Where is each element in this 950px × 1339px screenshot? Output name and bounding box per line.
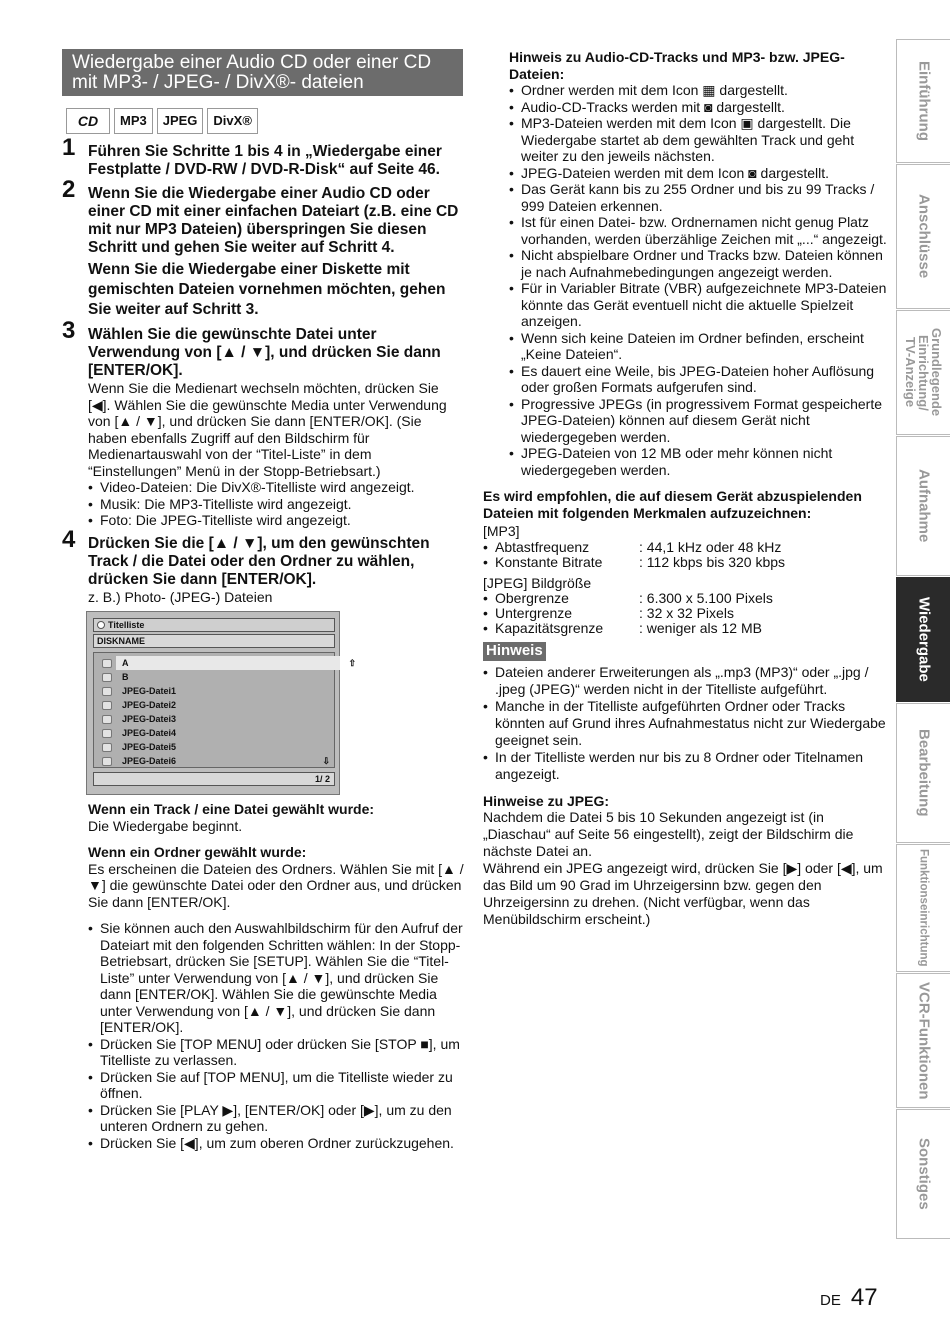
row-label: JPEG-Datei4	[122, 728, 177, 738]
step-4	[62, 525, 464, 606]
folder-icon	[102, 673, 112, 682]
step-heading: Wählen Sie die gewünschte Datei unter Verwendung von [▲ / ▼], und drücken Sie dann [ENTER/OK].	[88, 326, 441, 379]
list-item: • Drücken Sie [TOP MENU] oder drücken Sie [STOP ■], um Titelliste zu verlassen.	[88, 1036, 464, 1069]
divx-badge: DivX®	[207, 108, 257, 134]
track-selected-body: Die Wiedergabe beginnt.	[88, 817, 243, 834]
list-item: • Nicht abspielbare Ordner und Tracks bzw. Dateien können je nach Aufnahmebedingungen angezeigt werden.	[509, 247, 887, 280]
step-heading: Führen Sie Schritte 1 bis 4 in „Wiedergabe einer Festplatte / DVD-RW / DVD-R-Disk“ auf Seite 46.	[88, 143, 442, 178]
list-item[interactable]	[116, 656, 356, 670]
list-item[interactable]	[94, 740, 334, 754]
tab-grundlegende-einrichtung[interactable]	[896, 310, 950, 435]
tab-label: Sonstiges	[915, 1138, 933, 1210]
cd-logo-badge: CD	[66, 108, 110, 134]
folder-selected-heading: Wenn ein Ordner gewählt wurde:	[88, 844, 307, 860]
list-item: • In der Titelliste werden nur bis zu 8 Ordner oder Titelnamen angezeigt.	[483, 749, 887, 783]
list-item: • MP3-Dateien werden mit dem Icon ▣ dargestellt. Die Wiedergabe startet ab dem gewählten Track und geht weiter zu den jeweils nächsten.	[509, 115, 887, 165]
page-footer	[820, 1284, 878, 1311]
step-3	[62, 317, 464, 529]
step-body: Wenn Sie die Medienart wechseln möchten, drücken Sie [◀]. Wählen Sie die gewünschte Media unter Verwendung von [▲ / ▼], und drücken Sie dann [ENTER/OK]. (Sie haben ebenfalls Zugriff auf den Bildschirm für Medienartauswahl von der “Titel-Liste” in dem “Einstellungen” Menü in der Stopp-Betriebsart.)	[88, 380, 447, 479]
right-column	[483, 49, 887, 928]
jpeg-badge: JPEG	[157, 108, 204, 134]
jpeg-file-icon	[102, 743, 112, 752]
screen-file-list	[93, 652, 356, 768]
spec-row	[483, 540, 887, 555]
list-item[interactable]	[94, 726, 334, 740]
row-label: A	[122, 658, 129, 668]
jpeg-file-icon	[102, 701, 112, 710]
list-item: • Es dauert eine Weile, bis JPEG-Dateien hoher Auflösung oder großen Formats aufgerufen sind.	[509, 363, 887, 396]
media-type-list	[88, 479, 464, 529]
screen-page-indicator: 1/ 2	[93, 772, 335, 786]
spec-key: • Abtastfrequenz	[483, 540, 639, 555]
audio-cd-hint-list	[509, 82, 887, 478]
jpeg-size-label: [JPEG] Bildgröße	[483, 574, 592, 591]
spec-row	[483, 621, 887, 636]
step-heading: Drücken Sie die [▲ / ▼], um den gewünschten Track / die Datei oder den Ordner zu wählen, drücken Sie dann [ENTER/OK].	[88, 534, 430, 588]
list-item: • Manche in der Titelliste aufgeführten Ordner oder Tracks könnten auf Grund ihres Aufnahmestatus nicht zur Wiedergabe geeignet sein.	[483, 698, 887, 749]
list-item[interactable]	[94, 712, 334, 726]
list-item: • Für in Variabler Bitrate (VBR) aufgezeichnete MP3-Dateien könnte das Gerät eventuell nicht die aktuelle Spielzeit anzeigen.	[509, 280, 887, 330]
jpeg-file-icon	[102, 687, 112, 696]
spec-row	[483, 591, 887, 606]
tab-bearbeitung[interactable]	[896, 703, 950, 843]
mp3-label: [MP3]	[483, 523, 520, 539]
spec-value: : 6.300 x 5.100 Pixels	[639, 590, 773, 606]
audio-cd-hint-heading: Hinweis zu Audio-CD-Tracks und MP3- bzw. JPEG-Dateien:	[509, 49, 845, 82]
jpeg-file-icon	[102, 757, 112, 766]
mp3-badge: MP3	[114, 108, 153, 134]
screen-title: Titelliste	[108, 620, 145, 630]
spec-key: • Untergrenze	[483, 606, 639, 621]
row-label: JPEG-Datei1	[122, 686, 177, 696]
list-item: • Das Gerät kann bis zu 255 Ordner und bis zu 99 Tracks / 999 Dateien erkennen.	[509, 181, 887, 214]
spec-value: : weniger als 12 MB	[639, 620, 762, 636]
list-item: • Ist für einen Datei- bzw. Ordnernamen nicht genug Platz vorhanden, werden überzählige Zeichen mit „...“ angezeigt.	[509, 214, 887, 247]
selection-notes	[62, 801, 464, 1151]
tab-funktionseinrichtung[interactable]	[896, 844, 950, 972]
list-item: • Musik: Die MP3-Titelliste wird angezeigt.	[88, 496, 464, 513]
list-item: • Audio-CD-Tracks werden mit ◙ dargestellt.	[509, 99, 887, 116]
left-column	[62, 134, 464, 1151]
tab-label: Wiedergabe	[915, 597, 933, 682]
list-item: • Sie können auch den Auswahlbildschirm für den Aufruf der Dateiart mit den folgenden Schritten wählen: In der Stopp-Betriebsart, drücken Sie [SETUP]. Wählen Sie die “Titel-Liste” unter Verwendung von [▲ / ▼], und drücken Sie dann [ENTER/OK]. Wählen Sie die gewünschte Media unter Verwendung von [▲ / ▼], und drücken Sie dann [ENTER/OK].	[88, 920, 464, 1036]
list-item[interactable]	[94, 698, 334, 712]
folder-selected-body: Es erscheinen die Dateien des Ordners. Wählen Sie mit [▲ / ▼] die gewünschte Datei oder den Ordner aus, und drücken Sie dann [ENTER/OK].	[88, 860, 464, 910]
hinweis-list	[483, 664, 887, 783]
spec-value: : 44,1 kHz oder 48 kHz	[639, 538, 782, 555]
spec-row	[483, 606, 887, 621]
tab-label: Grundlegende Einrichtung/ TV-Anzeige	[903, 328, 944, 417]
scroll-up-icon[interactable]: ⇧	[348, 658, 356, 668]
step-number: 4	[62, 525, 76, 553]
list-item: • Drücken Sie auf [TOP MENU], um die Titelliste wieder zu öffnen.	[88, 1069, 464, 1102]
jpeg-hints-heading: Hinweise zu JPEG:	[483, 792, 610, 809]
screen-title-bar	[93, 618, 335, 632]
list-item: • Dateien anderer Erweiterungen als „.mp3 (MP3)“ oder „.jpg / .jpeg (JPEG)“ werden nicht in der Titelliste aufgeführt.	[483, 664, 887, 698]
list-item: • Wenn sich keine Dateien im Ordner befinden, erscheint „Keine Dateien“.	[509, 330, 887, 363]
spec-key: • Kapazitätsgrenze	[483, 621, 639, 636]
title-list-screen	[86, 611, 356, 795]
tab-label: Einführung	[915, 61, 933, 141]
list-item: • Ordner werden mit dem Icon ▦ dargestellt.	[509, 82, 887, 99]
step-number: 3	[62, 317, 76, 344]
list-item: • Drücken Sie [◀], um zum oberen Ordner zurückzugehen.	[88, 1135, 464, 1152]
list-item: • Drücken Sie [PLAY ▶], [ENTER/OK] oder [▶], um zu den unteren Ordnern zu gehen.	[88, 1102, 464, 1135]
jpeg-hints-paragraph: Nachdem die Datei 5 bis 10 Sekunden angezeigt ist (in „Diaschau“ auf Seite 56 eingestellt), zeigt der Bildschirm die nächste Datei an.	[483, 809, 854, 859]
track-selected-heading: Wenn ein Track / eine Datei gewählt wurde:	[88, 801, 375, 817]
tab-einfuehrung[interactable]	[896, 39, 950, 163]
tab-label: VCR-Funktionen	[915, 981, 933, 1100]
hinweis-badge: Hinweis	[483, 642, 546, 661]
step-number: 1	[62, 134, 76, 161]
step-number: 2	[62, 176, 76, 203]
spec-key: • Obergrenze	[483, 591, 639, 606]
tab-sonstiges[interactable]	[896, 1109, 950, 1239]
jpeg-file-icon	[102, 715, 112, 724]
section-title: Wiedergabe einer Audio CD oder einer CD mit MP3- / JPEG- / DivX®- dateien	[62, 49, 463, 96]
jpeg-file-icon	[102, 729, 112, 738]
list-item[interactable]	[94, 754, 334, 768]
tab-label: Bearbeitung	[915, 729, 933, 817]
list-item[interactable]	[94, 684, 334, 698]
disc-icon	[97, 621, 105, 629]
step-body: z. B.) Photo- (JPEG-) Dateien	[88, 588, 273, 605]
list-item: • Foto: Die JPEG-Titelliste wird angezeigt.	[88, 512, 464, 529]
list-item: • JPEG-Dateien von 12 MB oder mehr können nicht wiedergegeben werden.	[509, 445, 887, 478]
row-label: JPEG-Datei3	[122, 714, 177, 724]
screen-diskname: DISKNAME	[93, 634, 335, 648]
folder-icon	[102, 659, 112, 668]
jpeg-hints-paragraph: Während ein JPEG angezeigt wird, drücken Sie [▶] oder [◀], um das Bild um 90 Grad im Uhrzeigersinn bzw. gegen den Uhrzeigersinn zu drehen. (Nicht verfügbar, wenn das Menübildschirm erscheint.)	[483, 860, 883, 927]
row-label: JPEG-Datei5	[122, 742, 177, 752]
row-label: JPEG-Datei6	[122, 756, 177, 766]
tab-vcr-funktionen[interactable]	[896, 973, 950, 1108]
navigation-tips-list	[88, 920, 464, 1151]
format-badges	[66, 108, 258, 134]
tab-label: Funktionseinrichtung	[917, 849, 930, 967]
spec-key: • Konstante Bitrate	[483, 555, 639, 570]
tab-anschluesse[interactable]	[896, 164, 950, 309]
step-heading: Wenn Sie die Wiedergabe einer Audio CD oder einer CD mit einer einfachen Dateiart (z.B. eine CD mit nur MP3 Dateien) überspringen Sie diesen Schritt und gehen Sie weiter auf Schritt 4.	[88, 185, 459, 256]
tab-wiedergabe[interactable]	[896, 577, 950, 702]
list-item: • JPEG-Dateien werden mit dem Icon ◙ dargestellt.	[509, 165, 887, 182]
list-item: • Video-Dateien: Die DivX®-Titelliste wird angezeigt.	[88, 479, 464, 496]
tab-label: Aufnahme	[915, 469, 933, 543]
spec-value: : 32 x 32 Pixels	[639, 605, 734, 621]
language-code: DE	[820, 1292, 841, 1309]
scroll-down-icon[interactable]: ⇩	[322, 756, 330, 766]
list-item: • Progressive JPEGs (in progressivem Format gespeicherte JPEG-Dateien) können auf diesem Gerät nicht wiedergegeben werden.	[509, 396, 887, 446]
step-2	[62, 176, 464, 320]
tab-label: Anschlüsse	[915, 194, 933, 279]
list-item[interactable]	[94, 670, 334, 684]
spec-value: : 112 kbps bis 320 kbps	[639, 553, 786, 570]
page-number: 47	[850, 1284, 878, 1311]
recommend-heading: Es wird empfohlen, die auf diesem Gerät abzuspielenden Dateien mit folgenden Merkmalen aufzuzeichnen:	[483, 488, 862, 521]
row-label: B	[122, 672, 129, 682]
step-1	[62, 134, 464, 179]
tab-aufnahme[interactable]	[896, 436, 950, 576]
spec-row	[483, 555, 887, 570]
step-heading-alt: Wenn Sie die Wiedergabe einer Diskette mit gemischten Dateien vornehmen möchten, gehen Sie weiter auf Schritt 3.	[88, 261, 446, 318]
row-label: JPEG-Datei2	[122, 700, 177, 710]
